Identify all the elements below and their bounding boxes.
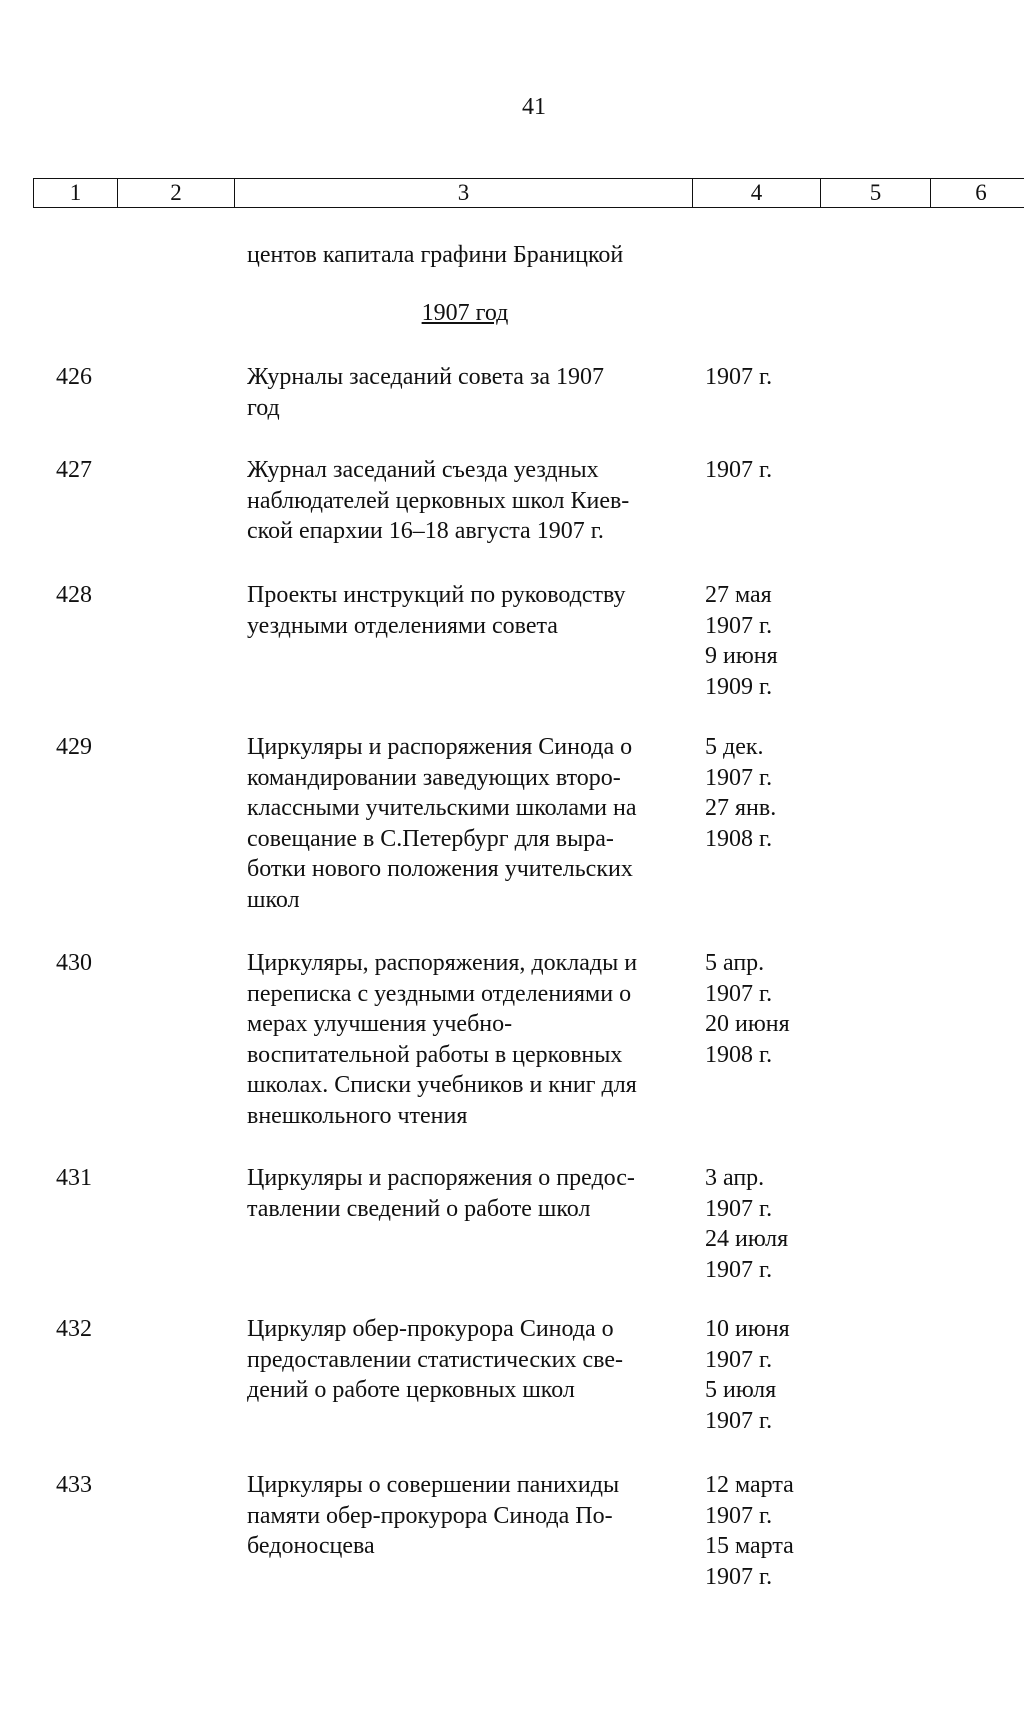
column-header-6: 6 (975, 180, 987, 205)
entry-number: 429 (56, 734, 92, 760)
entry-description: Циркуляр обер-прокурора Синода о предоставлении статистических све- дений о работе церковных школ (247, 1316, 623, 1403)
entry-number: 433 (56, 1472, 92, 1498)
column-header-1: 1 (34, 179, 118, 207)
column-header-row (33, 178, 1024, 208)
column-header-5: 5 (821, 179, 931, 207)
entry-number: 432 (56, 1316, 92, 1342)
page-number: 41 (522, 94, 546, 120)
column-header-4: 4 (693, 179, 821, 207)
entry-description: Проекты инструкций по руководству уездными отделениями совета (247, 582, 626, 639)
entry-description: Журналы заседаний совета за 1907 год (247, 364, 605, 421)
entry-dates: 1907 г. (705, 457, 773, 483)
entry-dates: 12 марта 1907 г. 15 марта 1907 г. (705, 1472, 794, 1590)
entry-dates: 5 дек. 1907 г. 27 янв. 1908 г. (705, 734, 777, 852)
continuation-text: центов капитала графини Браницкой (247, 242, 624, 268)
entry-description: Циркуляры о совершении панихиды памяти обер-прокурора Синода По- бедоносцева (247, 1472, 620, 1559)
column-header-2: 2 (118, 179, 235, 207)
entry-description: Циркуляры, распоряжения, доклады и переписка с уездными отделениями о мерах улучшения учебно- воспитательной работы в церковных школах. Списки учебников и книг для внешкольного чтения (247, 950, 638, 1129)
entry-description: Циркуляры и распоряжения Синода о командировании заведующих второ- классными учительскими школами на совещание в С.Петербург для выра- ботки нового положения учительских школ (247, 734, 637, 913)
entry-dates: 3 апр. 1907 г. 24 июля 1907 г. (705, 1165, 789, 1283)
column-header-3: 3 (235, 179, 693, 207)
entry-dates: 5 апр. 1907 г. 20 июня 1908 г. (705, 950, 790, 1068)
entry-number: 427 (56, 457, 92, 483)
entry-number: 428 (56, 582, 92, 608)
entry-description: Циркуляры и распоряжения о предос- тавлении сведений о работе школ (247, 1165, 635, 1222)
entry-dates: 1907 г. (705, 364, 773, 390)
entry-number: 431 (56, 1165, 92, 1191)
entry-number: 426 (56, 364, 92, 390)
entry-description: Журнал заседаний съезда уездных наблюдателей церковных школ Киев- ской епархии 16–18 августа 1907 г. (247, 457, 630, 544)
section-title (0, 300, 930, 327)
entry-dates: 10 июня 1907 г. 5 июля 1907 г. (705, 1316, 790, 1434)
entry-dates: 27 мая 1907 г. 9 июня 1909 г. (705, 582, 778, 700)
entry-number: 430 (56, 950, 92, 976)
section-title-text: 1907 год (421, 300, 509, 326)
